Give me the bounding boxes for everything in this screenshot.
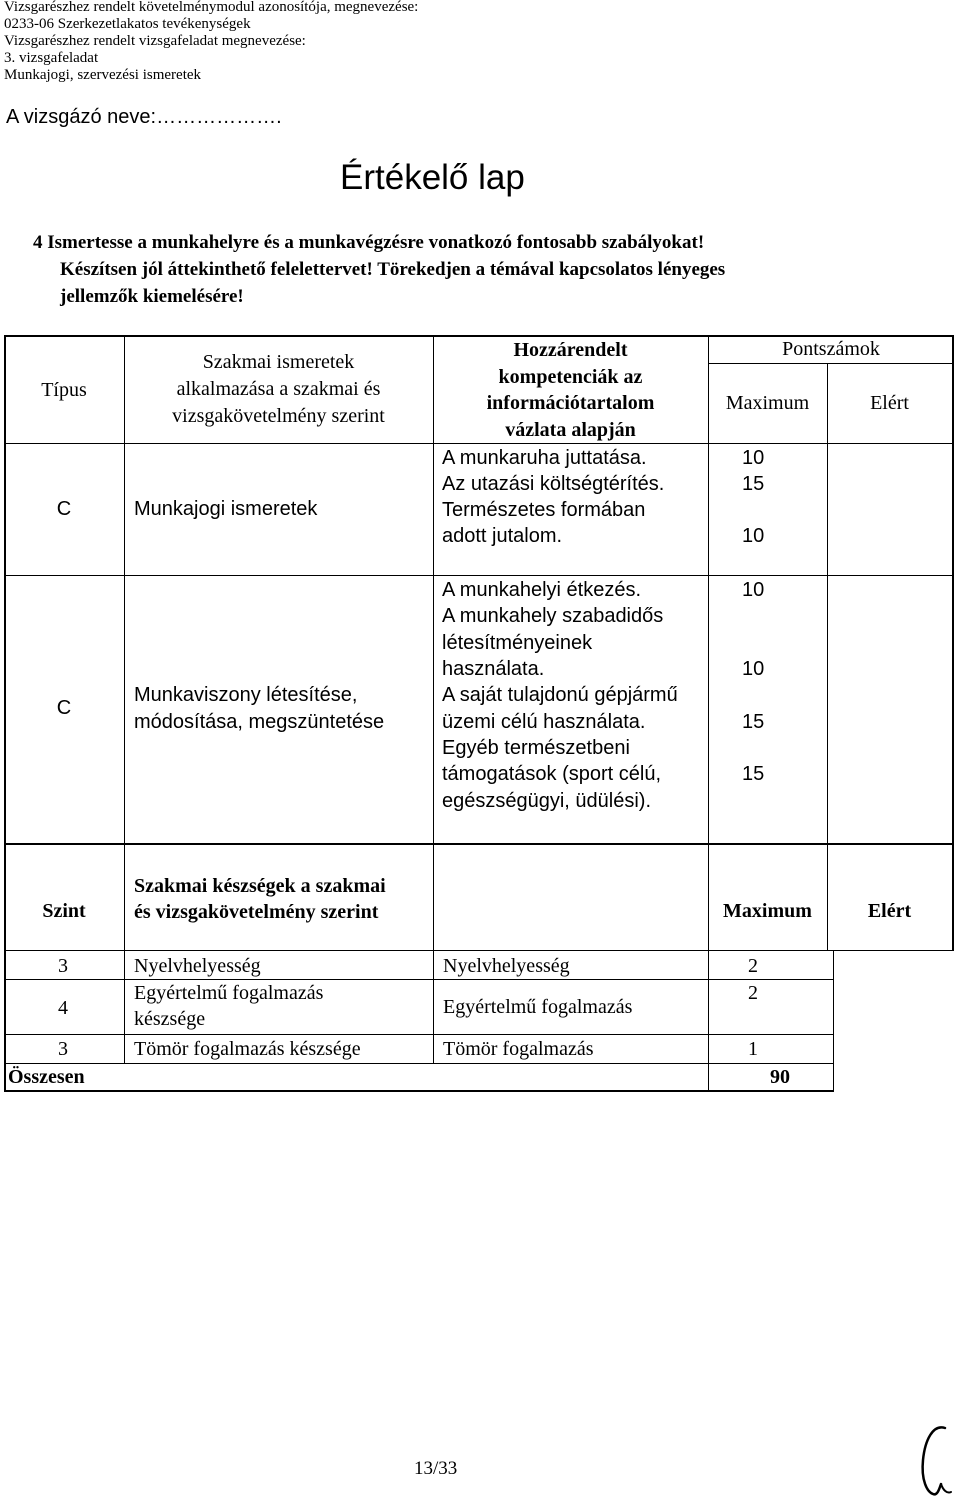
header-task-number: 3. vizsgafeladat — [4, 50, 99, 66]
row1-item-2: Az utazási költségtérítés. — [442, 473, 665, 495]
column-competence-header-3: információtartalom — [486, 392, 655, 414]
row1-topic: Munkajogi ismeretek — [134, 498, 318, 520]
row2-item-9: egészségügyi, üdülési). — [442, 790, 652, 812]
row1-max-2: 15 — [742, 473, 765, 495]
task-line-1: 4 Ismertesse a munkahelyre és a munkavégzésre vonatkozó fontosabb szabályokat! — [33, 232, 705, 253]
column-level-header: Szint — [42, 900, 86, 922]
row2-topic-2: módosítása, megszüntetése — [134, 711, 385, 733]
skill-row1-skill: Nyelvhelyesség — [134, 955, 261, 977]
total-label: Összesen — [8, 1066, 85, 1088]
candidate-name-label: A vizsgázó neve:………………. — [6, 106, 282, 128]
row2-item-2: A munkahely szabadidős — [442, 605, 664, 627]
row2-item-5: A saját tulajdonú gépjármű — [442, 684, 678, 706]
column-competence-header-4: vázlata alapján — [505, 419, 636, 441]
header-module-label: Vizsgarészhez rendelt követelménymodul azonosítója, megnevezése: — [4, 0, 419, 15]
row1-max-3: 10 — [742, 525, 765, 547]
skill-row3-max: 1 — [748, 1038, 758, 1060]
skill-row1-desc: Nyelvhelyesség — [443, 955, 570, 977]
column-type-header: Típus — [41, 379, 87, 401]
column-skills-header-2: és vizsgakövetelmény szerint — [134, 901, 379, 923]
row1-type: C — [56, 498, 72, 520]
row2-item-7: Egyéb természetbeni — [442, 737, 630, 759]
row2-max-4: 15 — [742, 763, 765, 785]
row2-max-3: 15 — [742, 711, 765, 733]
skill-row1-max: 2 — [748, 955, 758, 977]
column-achieved-header-2: Elért — [867, 900, 912, 922]
page-number: 13/33 — [414, 1458, 458, 1479]
skill-row3-desc: Tömör fogalmazás — [443, 1038, 594, 1060]
header-task-label: Vizsgarészhez rendelt vizsgafeladat megnevezése: — [4, 33, 306, 49]
row2-type: C — [56, 697, 72, 719]
skill-row3-skill: Tömör fogalmazás készsége — [134, 1038, 361, 1060]
row2-item-6: üzemi célú használata. — [442, 711, 646, 733]
total-value: 90 — [770, 1066, 790, 1088]
column-maximum-header: Maximum — [725, 392, 810, 414]
column-knowledge-header-1: Szakmai ismeretek — [202, 351, 355, 373]
column-competence-header-2: kompetenciák az — [498, 366, 643, 388]
column-achieved-header: Elért — [870, 392, 909, 414]
row2-item-3: létesítményeinek — [442, 632, 593, 654]
column-points-header: Pontszámok — [782, 338, 880, 360]
column-competence-header-1: Hozzárendelt — [513, 339, 628, 361]
row2-item-8: támogatások (sport célú, — [442, 763, 661, 785]
skill-row3-level: 3 — [58, 1038, 68, 1060]
row1-item-4: adott jutalom. — [442, 525, 563, 547]
column-knowledge-header-2: alkalmazása a szakmai és — [176, 378, 381, 400]
column-knowledge-header-3: vizsgakövetelmény szerint — [172, 405, 385, 427]
skill-row2-desc: Egyértelmű fogalmazás — [443, 996, 633, 1018]
skill-row2-max: 2 — [748, 982, 758, 1004]
task-line-3: jellemzők kiemelésére! — [60, 286, 244, 307]
row1-item-3: Természetes formában — [442, 499, 646, 521]
row2-item-1: A munkahelyi étkezés. — [442, 579, 641, 601]
row2-topic-1: Munkaviszony létesítése, — [134, 684, 358, 706]
signature-mark — [915, 1420, 955, 1500]
row2-max-1: 10 — [742, 579, 765, 601]
skill-row1-level: 3 — [58, 955, 68, 977]
row1-item-1: A munkaruha juttatása. — [442, 447, 647, 469]
row2-max-2: 10 — [742, 658, 765, 680]
row1-max-1: 10 — [742, 447, 765, 469]
row2-item-4: használata. — [442, 658, 545, 680]
skill-row2-skill-1: Egyértelmű fogalmazás — [134, 982, 324, 1004]
header-module-name: 0233-06 Szerkezetlakatos tevékenységek — [4, 16, 251, 32]
header-task-name: Munkajogi, szervezési ismeretek — [4, 67, 202, 83]
column-skills-header-1: Szakmai készségek a szakmai — [134, 875, 386, 897]
skill-row2-skill-2: készsége — [134, 1008, 206, 1030]
page-title: Értékelő lap — [340, 158, 525, 197]
skill-row2-level: 4 — [58, 997, 68, 1019]
column-maximum-header-2: Maximum — [723, 900, 812, 922]
task-line-2: Készítsen jól áttekinthető felelettervet! Törekedjen a témával kapcsolatos lényeges — [60, 259, 726, 280]
